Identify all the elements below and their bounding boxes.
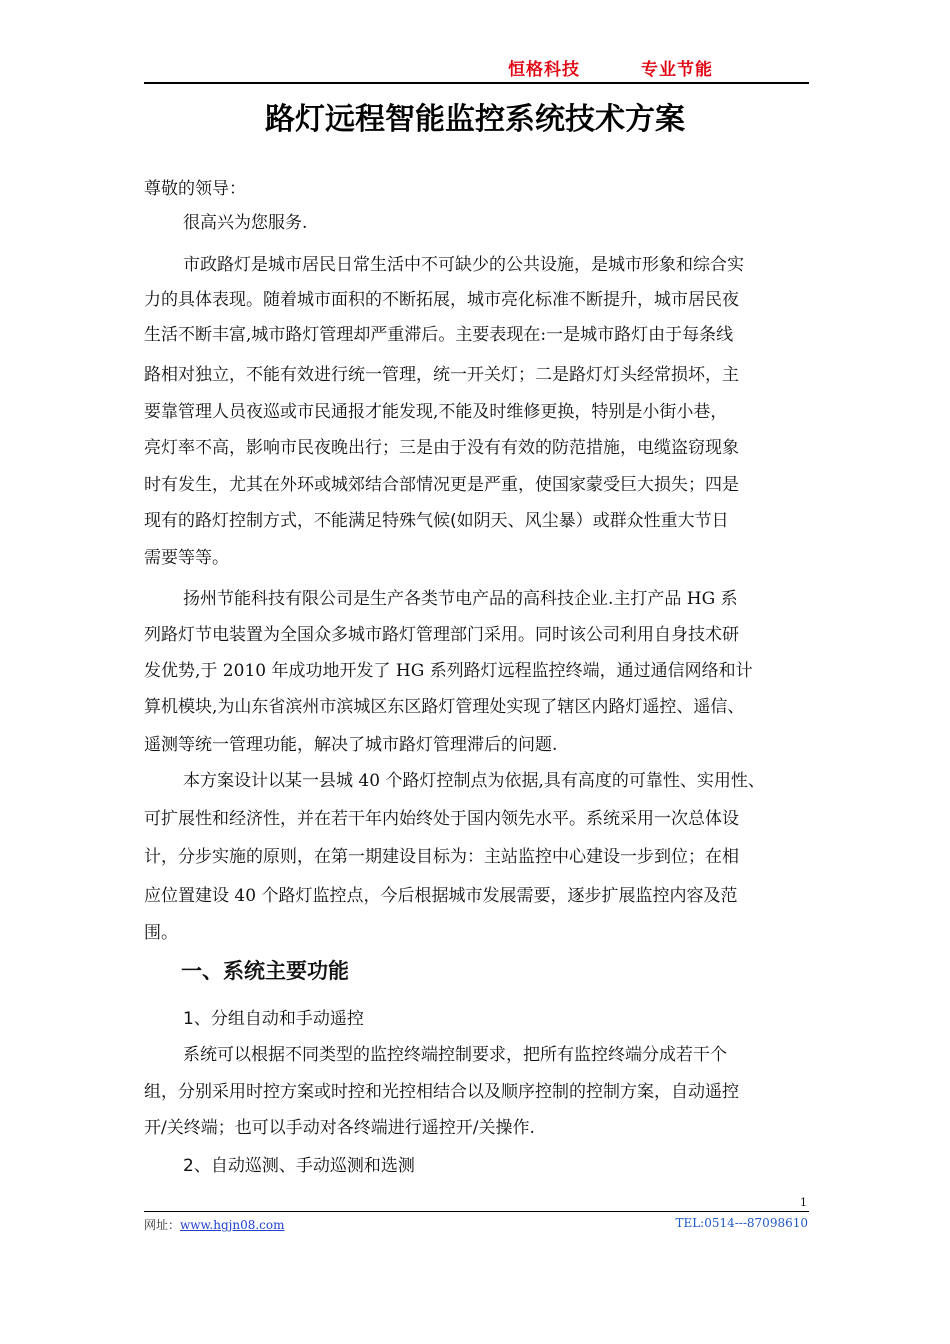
paragraph-line: 系统可以根据不同类型的监控终端控制要求，把所有监控终端分成若干个 [183, 1045, 727, 1065]
paragraph-line: 算机模块,为山东省滨州市滨城区东区路灯管理处实现了辖区内路灯遥控、遥信、 [144, 697, 745, 717]
paragraph-line: 需要等等。 [144, 548, 229, 568]
greeting: 很高兴为您服务. [183, 213, 308, 233]
paragraph-line: 列路灯节电装置为全国众多城市路灯管理部门采用。同时该公司利用自身技术研 [144, 625, 739, 645]
paragraph-line: 开/关终端；也可以手动对各终端进行遥控开/关操作. [144, 1118, 535, 1138]
paragraph-line: 计，分步实施的原则，在第一期建设目标为：主站监控中心建设一步到位；在相 [144, 847, 739, 867]
document-title: 路灯远程智能监控系统技术方案 [265, 102, 685, 137]
salutation: 尊敬的领导： [144, 179, 246, 199]
paragraph-line: 组，分别采用时控方案或时控和光控相结合以及顺序控制的控制方案，自动遥控 [144, 1082, 739, 1102]
page-number: 1 [800, 1196, 807, 1209]
paragraph-line: 市政路灯是城市居民日常生活中不可缺少的公共设施，是城市形象和综合实 [183, 255, 744, 275]
paragraph-line: 亮灯率不高，影响市民夜晚出行；三是由于没有有效的防范措施，电缆盗窃现象 [144, 438, 739, 458]
subsection-heading: 2、自动巡测、手动巡测和选测 [183, 1156, 415, 1176]
footer-phone: TEL:0514---87098610 [675, 1216, 808, 1230]
paragraph-line: 路相对独立，不能有效进行统一管理，统一开关灯；二是路灯灯头经常损坏，主 [144, 365, 739, 385]
paragraph-line: 现有的路灯控制方式，不能满足特殊气候(如阴天、风尘暴）或群众性重大节日 [144, 511, 729, 531]
header-rule [144, 82, 809, 84]
paragraph-line: 围。 [144, 923, 178, 943]
paragraph-line: 时有发生，尤其在外环或城郊结合部情况更是严重，使国家蒙受巨大损失；四是 [144, 475, 739, 495]
paragraph-line: 本方案设计以某一县城 40 个路灯控制点为依据,具有高度的可靠性、实用性、 [183, 771, 765, 791]
website-link[interactable]: www.hgjn08.com [180, 1218, 285, 1232]
footer-website [144, 1216, 285, 1233]
paragraph-line: 可扩展性和经济性，并在若干年内始终处于国内领先水平。系统采用一次总体设 [144, 809, 739, 829]
paragraph-line-tail: 一是城市路灯由于每条线 [546, 325, 734, 345]
paragraph-line: 力的具体表现。随着城市面积的不断拓展，城市亮化标准不断提升，城市居民夜 [144, 290, 739, 310]
footer-rule [144, 1211, 809, 1212]
paragraph-line: 应位置建设 40 个路灯监控点，今后根据城市发展需要，逐步扩展监控内容及范 [144, 886, 738, 906]
section-heading: 一、系统主要功能 [181, 959, 349, 983]
paragraph-line: 生活不断丰富,城市路灯管理却严重滞后。主要表现在:一是城市路灯由于每条线 [144, 325, 734, 345]
website-label: 网址： [144, 1218, 181, 1232]
header-brand-left: 恒格科技 [508, 60, 580, 80]
subsection-heading: 1、分组自动和手动遥控 [183, 1009, 364, 1029]
paragraph-line: 遥测等统一管理功能，解决了城市路灯管理滞后的问题. [144, 735, 558, 755]
paragraph-line: 要靠管理人员夜巡或市民通报才能发现,不能及时维修更换，特别是小街小巷， [144, 402, 728, 422]
paragraph-line: 扬州节能科技有限公司是生产各类节电产品的高科技企业.主打产品 HG 系 [183, 589, 738, 609]
header-brand-right: 专业节能 [641, 60, 713, 80]
paragraph-line: 发优势,于 2010 年成功地开发了 HG 系列路灯远程监控终端，通过通信网络和计 [144, 661, 753, 681]
